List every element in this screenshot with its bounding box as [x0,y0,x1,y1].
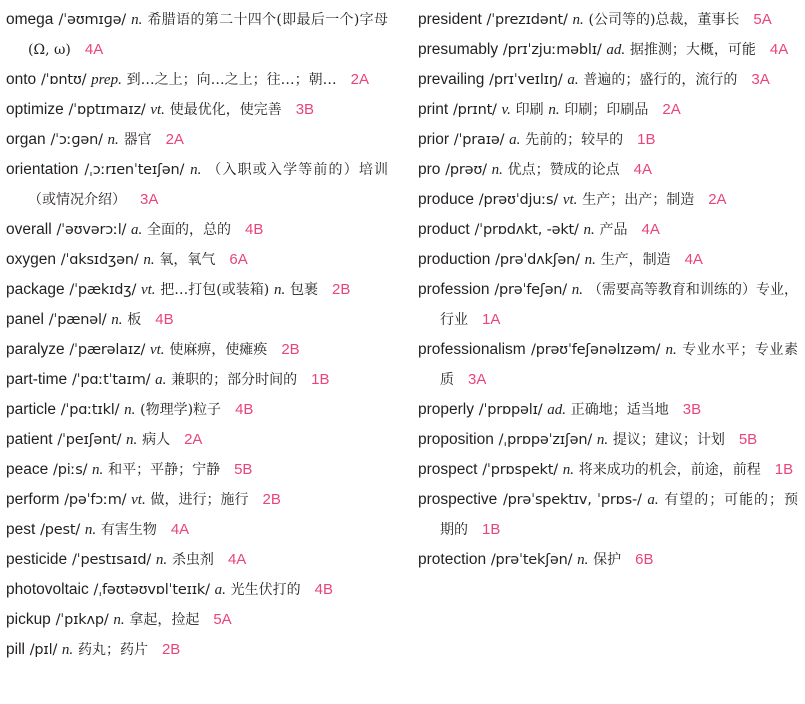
glossary-entry [418,185,798,215]
headword: prospective [418,491,498,508]
definition: 有害生物 [100,522,157,538]
headword: paralyze [6,341,65,358]
phonetic: /ˈpɪkʌp/ [55,612,109,628]
glossary-entry [6,95,388,125]
glossary-entry [6,455,388,485]
unit-code: 5B [234,461,253,478]
phonetic: /prɪˈzjuːməblɪ/ [502,42,602,58]
phonetic: /prəʊ/ [445,162,487,178]
phonetic: /ˈɒptɪmaɪz/ [68,102,146,118]
phonetic: /pəˈfɔːm/ [64,492,127,508]
headword: properly [418,401,474,418]
glossary-entry [418,275,798,335]
definition: 使最优化，使完善 [169,102,282,118]
glossary-entry [418,395,798,425]
glossary-entry [6,545,388,575]
phonetic: /ˈprɒpəlɪ/ [478,402,543,418]
unit-code: 2B [281,341,300,358]
unit-code: 3B [295,101,315,118]
part-of-speech: n. [665,342,677,358]
headword: pesticide [6,551,68,568]
unit-code: 2A [708,191,727,208]
phonetic: /prəˈfeʃən/ [494,282,567,298]
phonetic: /prəˈdʌkʃən/ [495,252,580,268]
definition-2: 包裹 [290,282,319,298]
glossary-entry [6,575,388,605]
headword: print [418,101,449,118]
definition: （需要高等教育和训练的）专业，行业 [440,282,799,328]
definition: 希腊语的第二十四个(即最后一个)字母(Ω, ω) [28,12,388,58]
glossary-entry [6,365,388,395]
headword: optimize [6,101,64,118]
unit-code: 3A [751,71,770,88]
headword: proposition [418,431,494,448]
part-of-speech: vt. [149,342,165,358]
headword: perform [6,491,60,508]
part-of-speech: n. [124,402,136,418]
phonetic: /ˈpænəl/ [48,312,107,328]
part-of-speech: a. [155,372,167,388]
definition: 兼职的；部分时间的 [171,372,298,388]
part-of-speech: a. [131,222,143,238]
headword: product [418,221,470,238]
definition: 将来成功的机会，前途，前程 [578,462,761,478]
unit-code: 3B [682,401,702,418]
definition: 光生伏打的 [230,582,301,598]
phonetic: /ˈpækɪdʒ/ [69,282,137,298]
definition: 器官 [123,132,152,148]
headword: prevailing [418,71,485,88]
part-of-speech: n. [584,252,596,268]
unit-code: 3A [140,191,159,208]
part-of-speech: n. [107,132,119,148]
definition: 专业水平；专业素质 [440,342,798,388]
part-of-speech: n. [577,552,589,568]
glossary-entry [418,455,798,485]
headword: particle [6,401,56,418]
part-of-speech: ad. [606,42,626,58]
part-of-speech: prep. [91,72,122,88]
headword: produce [418,191,475,208]
definition: 做，进行；施行 [150,492,249,508]
headword: pro [418,161,441,178]
headword: part-time [6,371,68,388]
headword: pill [6,641,25,658]
definition: 杀虫剂 [171,552,214,568]
part-of-speech: vt. [150,102,165,118]
headword: profession [418,281,490,298]
phonetic: /prəˈspektɪv, ˈprɒs-/ [502,492,642,508]
headword: pickup [6,611,51,628]
glossary-entry [418,65,798,95]
definition: (物理学)粒子 [140,402,222,418]
headword: oxygen [6,251,56,268]
part-of-speech: n. [143,252,155,268]
phonetic: /ˈɒntʊ/ [40,72,87,88]
phonetic: /ˌɔːrɪenˈteɪʃən/ [84,162,185,178]
part-of-speech-2: n. [548,102,560,118]
definition: 提议；建议；计划 [612,432,725,448]
headword: production [418,251,491,268]
unit-code: 5A [753,11,772,28]
definition: （入职或入学等前的）培训（或情况介绍） [28,162,389,208]
glossary-entry [6,245,388,275]
definition: 先前的；较早的 [525,132,624,148]
unit-code: 4A [769,41,789,58]
unit-code: 4A [633,161,652,178]
part-of-speech: v. [501,102,511,118]
headword: orientation [6,161,79,178]
headword: protection [418,551,487,568]
phonetic: /ˈpraɪə/ [453,132,505,148]
phonetic: /ˈɑksɪdʒən/ [60,252,139,268]
part-of-speech: n. [190,162,202,178]
part-of-speech: n. [596,432,609,448]
headword: patient [6,431,53,448]
headword: onto [6,71,37,88]
definition: 优点；赞成的论点 [507,162,620,178]
unit-code: 4A [684,251,703,268]
unit-code: 2B [332,281,351,298]
unit-code: 4A [84,41,104,58]
part-of-speech: n. [572,12,584,28]
phonetic: /ˌfəʊtəʊvɒlˈteɪɪk/ [93,582,210,598]
unit-code: 4A [227,551,247,568]
headword: organ [6,131,46,148]
unit-code: 2A [184,431,203,448]
part-of-speech: n. [113,612,125,628]
phonetic: /ˈprɒdʌkt, -əkt/ [474,222,579,238]
definition: 印刷 [515,102,544,118]
part-of-speech: n. [111,312,123,328]
part-of-speech: n. [155,552,168,568]
glossary-entry [418,245,798,275]
headword: pest [6,521,36,538]
glossary-entry [418,545,798,575]
definition: 板 [127,312,142,328]
headword: peace [6,461,49,478]
part-of-speech: n. [92,462,104,478]
unit-code: 4B [245,221,264,238]
headword: professionalism [418,341,526,358]
headword: prospect [418,461,478,478]
definition: (公司等的)总裁，董事长 [588,12,740,28]
glossary-entry [6,425,388,455]
unit-code: 6B [635,551,654,568]
phonetic: /prɪˈveɪlɪŋ/ [489,72,563,88]
part-of-speech: a. [509,132,521,148]
phonetic: /prɪnt/ [452,102,497,118]
phonetic: /ˈpeɪʃənt/ [57,432,122,448]
unit-code: 5B [738,431,758,448]
phonetic: /piːs/ [53,462,88,478]
unit-code: 6A [229,251,248,268]
glossary-entry [418,35,798,65]
definition-2: 印刷；印刷品 [564,102,649,118]
glossary-entry [418,125,798,155]
unit-code: 1B [774,461,794,478]
definition: 氧，氧气 [159,252,216,268]
glossary-column-left [6,5,388,665]
definition: 保护 [593,552,622,568]
part-of-speech: vt. [131,492,146,508]
part-of-speech: n. [61,642,74,658]
glossary-entry [418,95,798,125]
definition: 病人 [142,432,171,448]
headword: panel [6,311,44,328]
part-of-speech: vt. [562,192,578,208]
part-of-speech: ad. [547,402,566,418]
unit-code: 4B [155,311,174,328]
unit-code: 5A [213,611,232,628]
glossary-entry [6,395,388,425]
phonetic: /ˈpɑːtˈtaɪm/ [71,372,151,388]
glossary-entry [6,635,388,665]
phonetic: /prəʊˈdjuːs/ [478,192,559,208]
definition: 正确地；适当地 [570,402,669,418]
unit-code: 4B [314,581,333,598]
definition: 普遍的；盛行的，流行的 [583,72,738,88]
glossary-entry [418,425,798,455]
part-of-speech: n. [126,432,138,448]
headword: president [418,11,482,28]
phonetic: /ˈpɑːtɪkl/ [60,402,120,418]
glossary-entry [6,215,388,245]
unit-code: 2B [161,641,181,658]
unit-code: 4B [235,401,254,418]
glossary-entry [6,65,388,95]
unit-code: 2A [662,101,681,118]
unit-code: 2A [165,131,184,148]
definition: 据推测；大概，可能 [629,42,756,58]
glossary-entry [418,155,798,185]
unit-code: 2B [262,491,281,508]
headword: prior [418,131,450,148]
phonetic: /pɪl/ [29,642,58,658]
definition: 产品 [599,222,628,238]
glossary-entry [6,605,388,635]
part-of-speech: n. [131,12,143,28]
definition: 拿起，捡起 [129,612,200,628]
definition: 生产，制造 [600,252,671,268]
unit-code: 2A [350,71,369,88]
headword: photovoltaic [6,581,89,598]
part-of-speech: vt. [140,282,156,298]
part-of-speech: n. [84,522,97,538]
phonetic: /ˈpestɪsaɪd/ [71,552,152,568]
definition: 使麻痹，使瘫痪 [169,342,268,358]
glossary-entry [6,485,388,515]
unit-code: 3A [468,371,487,388]
definition: 把…打包(或装箱) [160,282,270,298]
phonetic: /ˈəʊvərɔːl/ [56,222,127,238]
part-of-speech: a. [214,582,226,598]
glossary-entry [418,215,798,245]
glossary-entry [418,335,798,395]
part-of-speech: n. [491,162,503,178]
part-of-speech: a. [567,72,579,88]
unit-code: 1B [482,521,501,538]
part-of-speech: n. [571,282,584,298]
definition: 和平；平静；宁静 [108,462,221,478]
unit-code: 1A [482,311,501,328]
part-of-speech: n. [583,222,595,238]
headword: overall [6,221,52,238]
glossary-entry [6,125,388,155]
glossary-entry [418,5,798,35]
phonetic: /ˈəʊmɪɡə/ [58,12,126,28]
phonetic: /prəʊˈfeʃənəlɪzəm/ [531,342,661,358]
phonetic: /ˈprɒspekt/ [482,462,558,478]
part-of-speech: a. [647,492,659,508]
phonetic: /ˌprɒpəˈzɪʃən/ [498,432,593,448]
definition: 到…之上；向…之上；往…；朝… [126,72,337,88]
phonetic: /ˈɔːɡən/ [50,132,103,148]
glossary-entry [6,515,388,545]
glossary-entry [6,335,388,365]
glossary-entry [6,5,388,65]
glossary-entry [6,155,388,215]
headword: omega [6,11,54,28]
phonetic: /prəˈtekʃən/ [490,552,573,568]
definition: 全面的，总的 [147,222,232,238]
headword: presumably [418,41,499,58]
unit-code: 1B [637,131,656,148]
definition: 有望的；可能的；预期的 [440,492,798,538]
phonetic: /ˈprezɪdənt/ [486,12,568,28]
glossary-entry [6,275,388,305]
definition: 药丸；药片 [77,642,148,658]
unit-code: 4A [641,221,660,238]
definition: 生产；出产；制造 [582,192,695,208]
part-of-speech: n. [562,462,574,478]
glossary-entry [418,485,798,545]
glossary-entry [6,305,388,335]
unit-code: 4A [170,521,190,538]
part-of-speech-2: n. [274,282,286,298]
phonetic: /pest/ [40,522,81,538]
glossary-column-right [418,5,798,575]
unit-code: 1B [311,371,330,388]
headword: package [6,281,65,298]
phonetic: /ˈpærəlaɪz/ [69,342,146,358]
